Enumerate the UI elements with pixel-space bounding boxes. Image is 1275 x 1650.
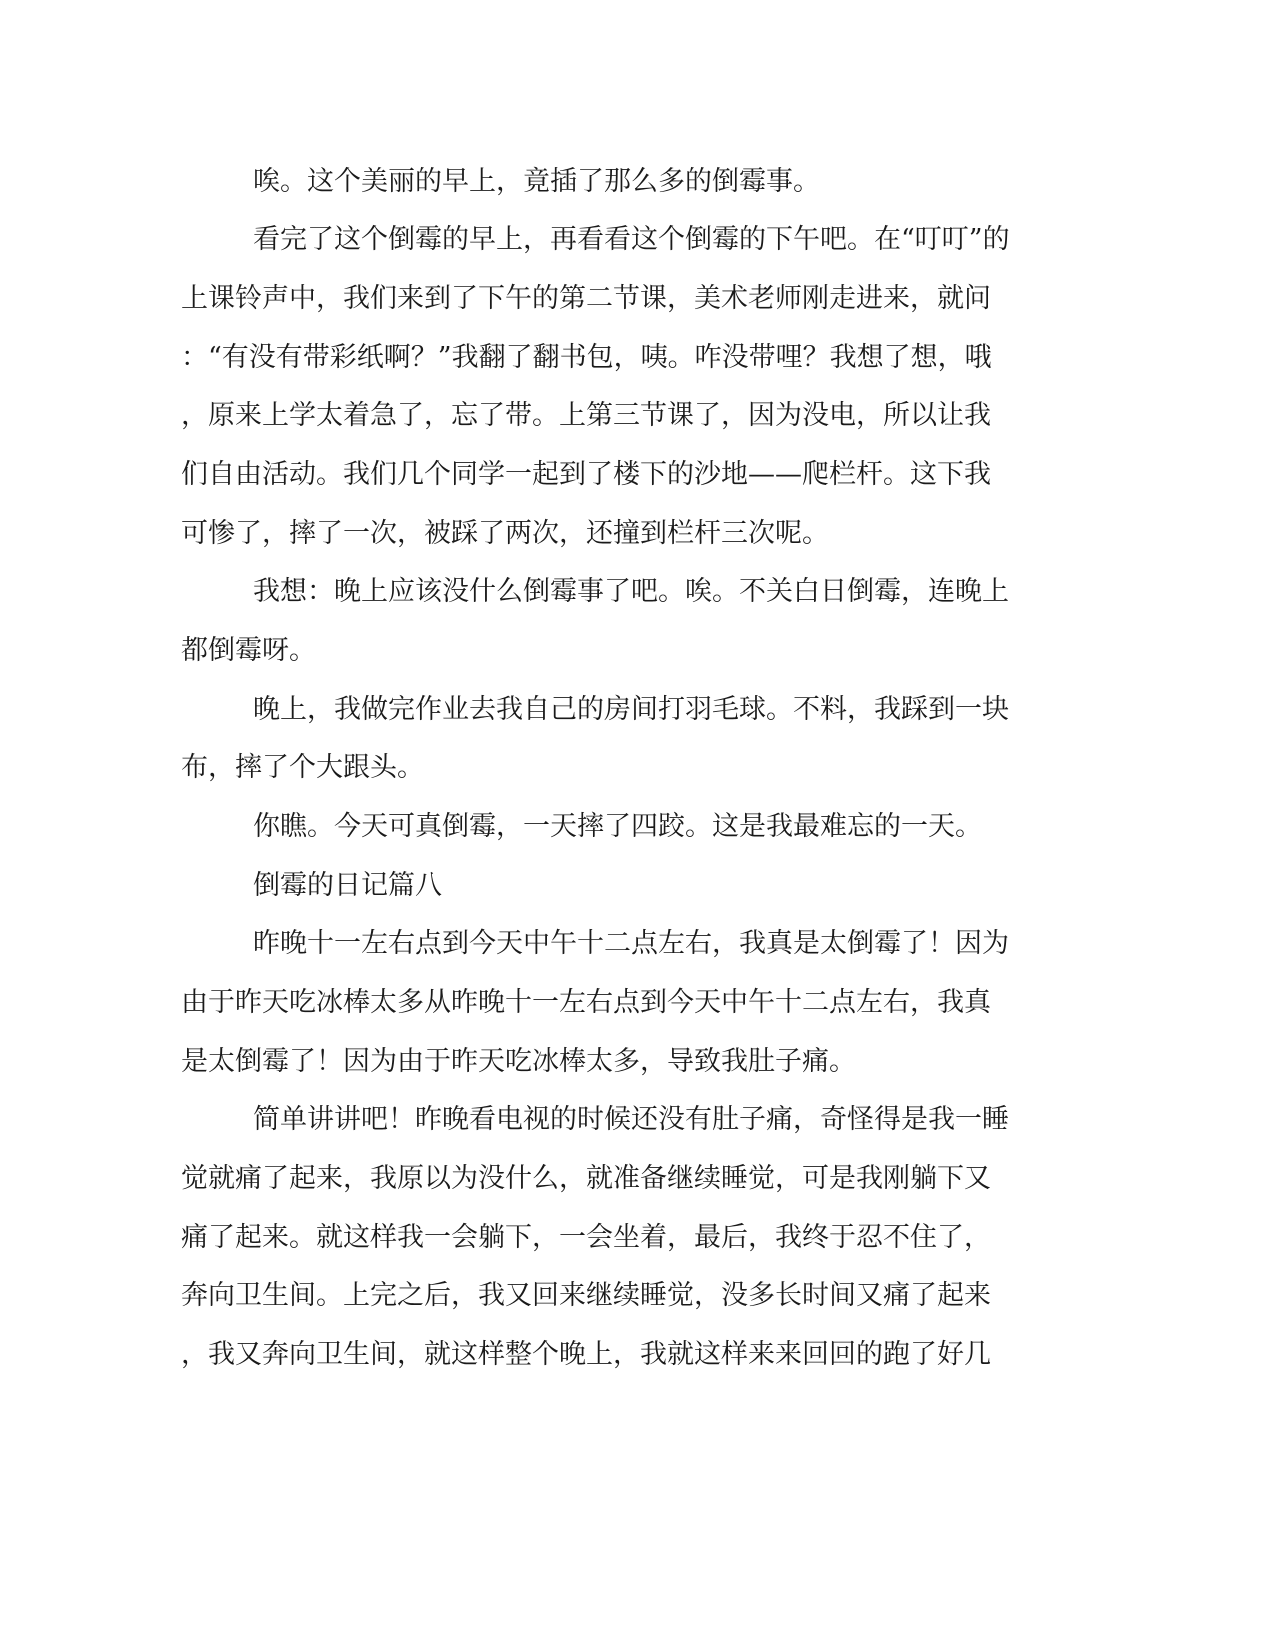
section-heading: 倒霉的日记篇八 (253, 870, 442, 901)
text-line: 看完了这个倒霉的早上，再看看这个倒霉的下午吧。在“叮叮”的 (253, 224, 1010, 255)
text-line: 布，摔了个大跟头。 (181, 752, 424, 783)
text-line: ：“有没有带彩纸啊？”我翻了翻书包，咦。咋没带哩？我想了想，哦 (181, 342, 992, 373)
text-line: ，原来上学太着急了，忘了带。上第三节课了，因为没电，所以让我 (181, 400, 991, 431)
text-line: 可惨了，摔了一次，被踩了两次，还撞到栏杆三次呢。 (181, 518, 829, 549)
text-line: 奔向卫生间。上完之后，我又回来继续睡觉，没多长时间又痛了起来 (181, 1280, 991, 1311)
text-line: 都倒霉呀。 (181, 635, 316, 666)
text-line: 唉。这个美丽的早上，竟插了那么多的倒霉事。 (253, 166, 820, 197)
text-line: 简单讲讲吧！昨晚看电视的时候还没有肚子痛，奇怪得是我一睡 (253, 1104, 1009, 1135)
text-line: 由于昨天吃冰棒太多从昨晚十一左右点到今天中午十二点左右，我真 (181, 987, 991, 1018)
text-line: 昨晚十一左右点到今天中午十二点左右，我真是太倒霉了！因为 (253, 928, 1009, 959)
text-line: 们自由活动。我们几个同学一起到了楼下的沙地——爬栏杆。这下我 (181, 459, 991, 490)
text-line: 上课铃声中，我们来到了下午的第二节课，美术老师刚走进来，就问 (181, 283, 991, 314)
text-line: 是太倒霉了！因为由于昨天吃冰棒太多，导致我肚子痛。 (181, 1046, 856, 1077)
text-line: 我想：晚上应该没什么倒霉事了吧。唉。不关白日倒霉，连晚上 (253, 576, 1009, 607)
text-line: 你瞧。今天可真倒霉，一天摔了四跤。这是我最难忘的一天。 (253, 811, 982, 842)
text-line: 痛了起来。就这样我一会躺下，一会坐着，最后，我终于忍不住了， (181, 1222, 991, 1253)
text-line: 晚上，我做完作业去我自己的房间打羽毛球。不料，我踩到一块 (253, 694, 1009, 725)
text-line: ，我又奔向卫生间，就这样整个晚上，我就这样来来回回的跑了好几 (181, 1339, 991, 1370)
text-line: 觉就痛了起来，我原以为没什么，就准备继续睡觉，可是我刚躺下又 (181, 1163, 991, 1194)
